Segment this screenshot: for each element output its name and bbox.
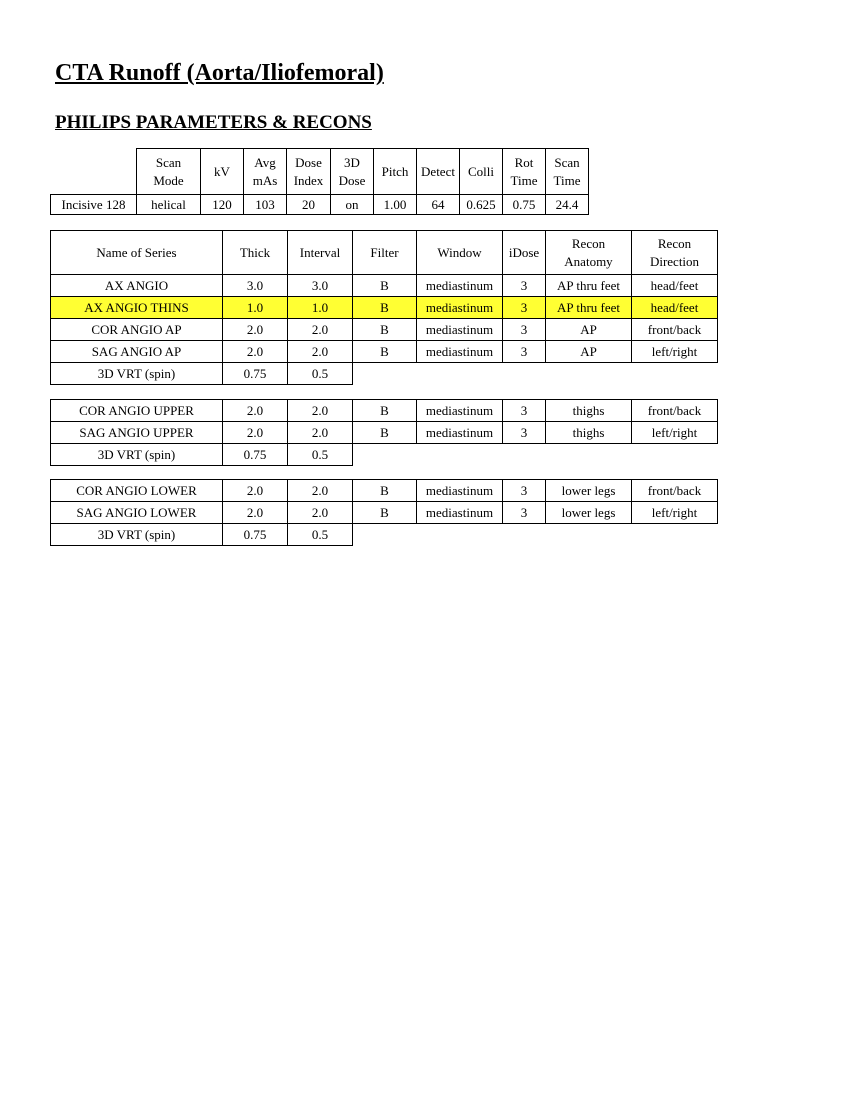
table-cell: thighs [546,400,632,422]
table-cell: mediastinum [417,502,503,524]
series-name-cell: AX ANGIO [51,275,223,297]
table-cell: 0.5 [288,524,353,546]
table-cell: front/back [632,400,718,422]
table-cell: on [331,195,374,215]
table-cell: 3.0 [288,275,353,297]
table-cell: left/right [632,502,718,524]
table-cell: 0.75 [503,195,546,215]
series-name-cell: SAG ANGIO LOWER [51,502,223,524]
table-cell: B [353,400,417,422]
header-line: Recon [657,235,692,251]
series-name-cell: 3D VRT (spin) [51,363,223,385]
series-name-cell: SAG ANGIO AP [51,341,223,363]
header-line: Avg [254,154,276,170]
table-cell: front/back [632,480,718,502]
header-line: Scan [155,154,182,170]
header-cell [51,231,223,275]
header-cell [287,149,331,195]
series-row [51,363,718,385]
highlighted-series-row [51,297,718,319]
table-cell: 2.0 [288,502,353,524]
table-cell: B [353,341,417,363]
header-cell [353,231,417,275]
table-cell: 3 [503,297,546,319]
header-line: Direction [649,253,700,269]
table-cell: 120 [201,195,244,215]
table-cell: B [353,297,417,319]
table-cell: 3 [503,400,546,422]
table-cell: 2.0 [288,480,353,502]
header-line: iDose [508,244,540,260]
header-line: Mode [153,172,184,188]
series-name-cell: COR ANGIO UPPER [51,400,223,422]
header-cell [288,231,353,275]
scan-parameters-table [50,148,589,215]
header-line: Dose [338,172,366,188]
table-cell: left/right [632,341,718,363]
table-cell: 0.5 [288,363,353,385]
series-row [51,319,718,341]
series-row [51,275,718,297]
header-line: Recon [571,235,606,251]
table-cell: 0.5 [288,444,353,466]
table-cell: B [353,480,417,502]
series-row [51,400,718,422]
table-cell: lower legs [546,502,632,524]
table-cell: 2.0 [223,480,288,502]
scanner-model-cell: Incisive 128 [51,195,137,215]
header-line: Pitch [381,163,409,179]
series-name-cell: COR ANGIO AP [51,319,223,341]
table-cell: 2.0 [223,502,288,524]
table-cell: mediastinum [417,275,503,297]
table-cell: mediastinum [417,319,503,341]
header-cell [374,149,417,195]
table-cell: head/feet [632,275,718,297]
recon-series-table [50,479,718,546]
series-row [51,341,718,363]
table-cell: mediastinum [417,400,503,422]
table-cell: mediastinum [417,480,503,502]
header-cell [331,149,374,195]
table-cell: 2.0 [223,341,288,363]
table-cell: 2.0 [223,400,288,422]
table-cell: 0.75 [223,524,288,546]
table-cell: AP thru feet [546,275,632,297]
recon-series-table [50,399,718,466]
table-cell: 2.0 [288,400,353,422]
header-line: mAs [252,172,278,188]
header-line: Scan [554,154,580,170]
table-cell: 2.0 [288,319,353,341]
header-cell [632,231,718,275]
table-cell: thighs [546,422,632,444]
table-cell: B [353,319,417,341]
header-cell [460,149,503,195]
table-cell: lower legs [546,480,632,502]
table-cell: 3 [503,341,546,363]
header-cell [137,149,201,195]
table-cell: 2.0 [223,319,288,341]
table-cell: B [353,275,417,297]
table-cell: mediastinum [417,422,503,444]
series-name-cell: SAG ANGIO UPPER [51,422,223,444]
header-cell [417,231,503,275]
table-cell: 0.75 [223,444,288,466]
section-subtitle: PHILIPS PARAMETERS & RECONS [55,112,372,133]
header-line: Name of Series [96,244,177,260]
table-cell: 3 [503,275,546,297]
table-cell: 2.0 [288,422,353,444]
series-name-cell: AX ANGIO THINS [51,297,223,319]
table-cell: front/back [632,319,718,341]
header-line: Anatomy [564,253,613,269]
header-line: Rot [514,154,534,170]
series-name-cell: COR ANGIO LOWER [51,480,223,502]
table-cell: 3 [503,422,546,444]
recon-header-row [51,231,718,275]
table-cell: B [353,422,417,444]
table-cell: 3 [503,502,546,524]
header-line: Window [437,244,482,260]
recon-series-table [50,230,718,385]
table-cell: 2.0 [223,422,288,444]
series-row [51,422,718,444]
header-cell [546,149,589,195]
parameters-value-row [51,195,589,215]
table-cell: mediastinum [417,341,503,363]
series-row [51,480,718,502]
table-cell: head/feet [632,297,718,319]
table-cell: helical [137,195,201,215]
header-line: Dose [295,154,322,170]
table-cell: 2.0 [288,341,353,363]
header-cell [503,231,546,275]
header-line: Colli [467,163,494,179]
header-cell [417,149,460,195]
table-cell: mediastinum [417,297,503,319]
header-line: Filter [370,244,399,260]
header-cell [244,149,287,195]
table-cell: 1.0 [223,297,288,319]
series-row [51,502,718,524]
table-cell: AP [546,319,632,341]
table-cell: 0.625 [460,195,503,215]
table-cell: 64 [417,195,460,215]
header-line: Time [510,172,538,188]
header-line: Detect [421,163,455,179]
blank-corner-cell [51,149,137,195]
header-line: Time [553,172,581,188]
table-cell: 1.0 [288,297,353,319]
table-cell: left/right [632,422,718,444]
table-cell: 103 [244,195,287,215]
page-title: CTA Runoff (Aorta/Iliofemoral) [55,60,384,86]
series-name-cell: 3D VRT (spin) [51,524,223,546]
table-cell: 3 [503,319,546,341]
table-cell: 24.4 [546,195,589,215]
table-cell: 0.75 [223,363,288,385]
header-cell [503,149,546,195]
header-line: kV [214,163,230,179]
header-line: Thick [239,244,271,260]
table-cell: 1.00 [374,195,417,215]
table-cell: 3.0 [223,275,288,297]
table-cell: B [353,502,417,524]
series-name-cell: 3D VRT (spin) [51,444,223,466]
series-row [51,444,718,466]
parameters-header-row [51,149,589,195]
table-cell: 3 [503,480,546,502]
header-cell [546,231,632,275]
table-cell: AP thru feet [546,297,632,319]
header-cell [201,149,244,195]
series-row [51,524,718,546]
header-cell [223,231,288,275]
table-cell: AP [546,341,632,363]
header-line: Interval [299,244,341,260]
header-line: 3D [344,154,360,170]
header-line: Index [293,172,324,188]
table-cell: 20 [287,195,331,215]
